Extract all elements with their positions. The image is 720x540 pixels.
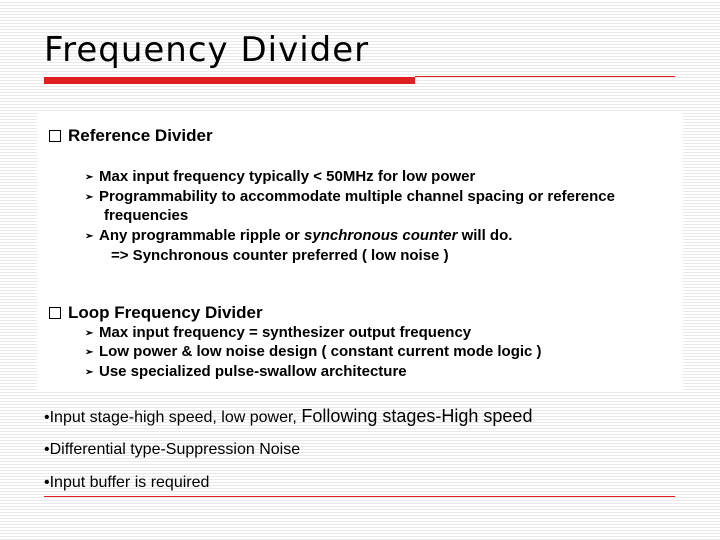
bullet-text: Low power & low noise design ( constant current mode logic )	[99, 343, 542, 360]
reference-divider-title: Reference Divider	[68, 126, 213, 145]
title-underline-thin	[415, 76, 675, 77]
bullet-continuation: => Synchronous counter preferred ( low noise )	[111, 247, 449, 264]
bullet-text: Any programmable ripple or	[99, 227, 305, 244]
title-underline-thick	[44, 77, 415, 84]
arrow-right-icon: ➢	[85, 192, 94, 203]
slide-title: Frequency Divider	[44, 30, 370, 70]
footer-rule	[44, 496, 675, 497]
arrow-right-icon: ➢	[85, 367, 94, 378]
bullet-text: will do.	[457, 227, 513, 244]
checkbox-square-icon	[49, 307, 61, 319]
bullet-item	[85, 324, 471, 343]
bullet-item	[85, 168, 475, 187]
reference-divider-heading	[49, 126, 213, 146]
checkbox-square-icon	[49, 130, 61, 142]
bullet-item	[85, 227, 512, 246]
bullet-item	[85, 363, 407, 382]
bullet-emphasis: synchronous counter	[304, 227, 458, 244]
arrow-right-icon: ➢	[85, 328, 94, 339]
loop-divider-title: Loop Frequency Divider	[68, 303, 263, 322]
arrow-right-icon: ➢	[85, 231, 94, 242]
note-line: •Differential type-Suppression Noise	[44, 441, 301, 458]
note-line: •Input buffer is required	[44, 474, 210, 491]
note-line	[44, 406, 532, 427]
arrow-right-icon: ➢	[85, 172, 94, 183]
note-text: Following stages-High speed	[301, 406, 533, 426]
bullet-text: Max input frequency typically < 50MHz for low power	[99, 168, 476, 185]
bullet-item	[85, 343, 542, 362]
bullet-continuation: frequencies	[104, 207, 189, 224]
bullet-text: Programmability to accommodate multiple channel spacing or reference	[99, 188, 615, 205]
bullet-text: Max input frequency = synthesizer output frequency	[99, 324, 472, 341]
bullet-text: Use specialized pulse-swallow architecture	[99, 363, 407, 380]
bullet-item	[85, 188, 615, 207]
loop-divider-heading	[49, 303, 263, 323]
note-text: •Input stage-high speed, low power,	[44, 409, 302, 426]
content-panel	[37, 112, 683, 391]
arrow-right-icon: ➢	[85, 347, 94, 358]
